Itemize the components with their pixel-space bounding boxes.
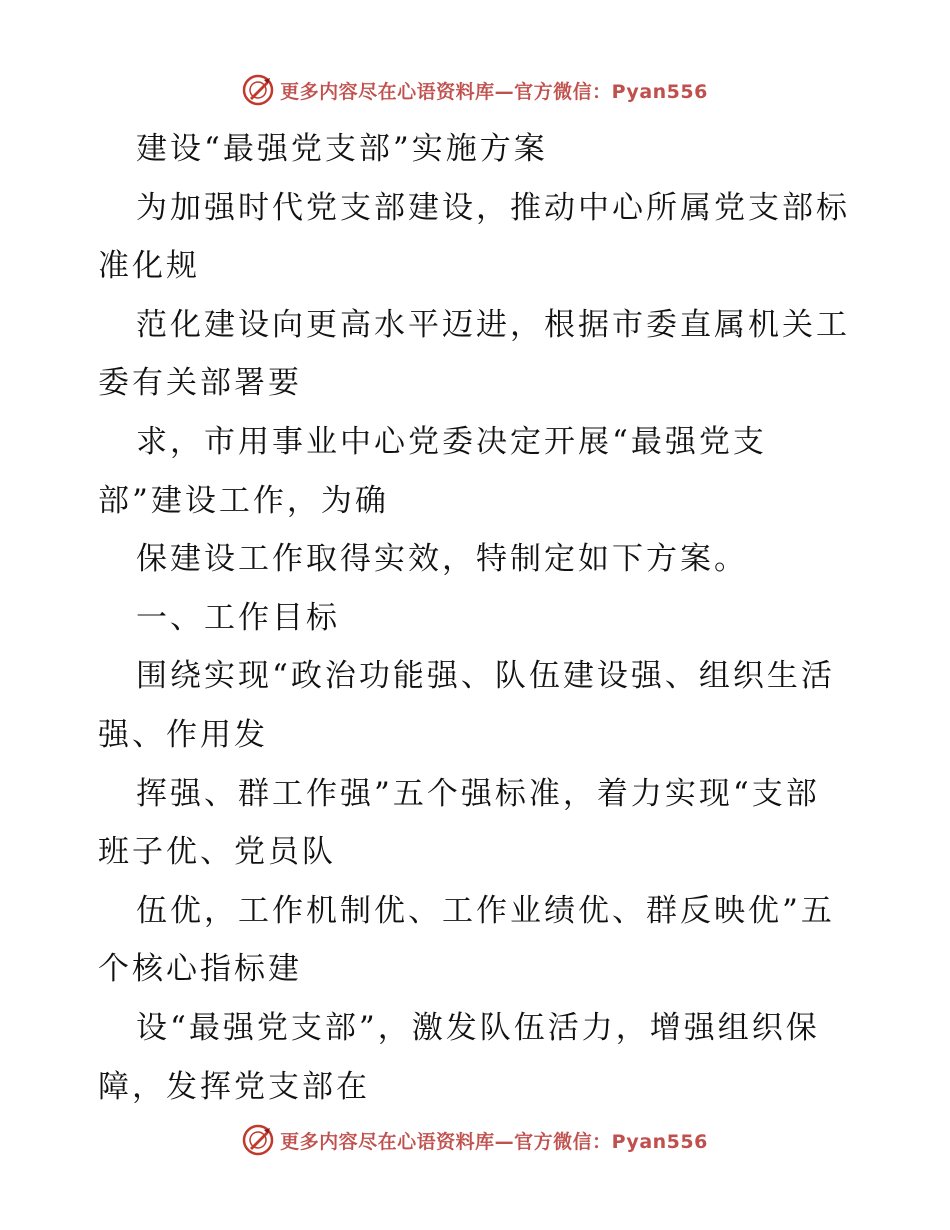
quill-seal-logo-icon (242, 1124, 274, 1156)
text-line: 范化建设向更高水平迈进，根据市委直属机关工 (136, 306, 850, 343)
text-line: 围绕实现“政治功能强、队伍建设强、组织生活 (136, 658, 835, 695)
text-line: 准化规 (98, 248, 200, 285)
text-line: 障，发挥党支部在 (98, 1068, 370, 1105)
text-line: 设“最强党支部”，激发队伍活力，增强组织保 (136, 1009, 820, 1046)
text-line: 强、作用发 (98, 716, 268, 753)
text-line: 建设“最强党支部”实施方案 (136, 131, 548, 167)
text-line: 班子优、党员队 (98, 834, 336, 871)
footer-banner (0, 1120, 950, 1160)
text-line: 伍优，工作机制优、工作业绩优、群反映优”五 (136, 892, 835, 929)
document-body (98, 120, 858, 1116)
text-line: 委有关部署要 (98, 365, 302, 402)
text-line: 为加强时代党支部建设，推动中心所属党支部标 (136, 189, 850, 226)
text-line: 一、工作目标 (136, 599, 340, 636)
text-line: 挥强、群工作强”五个强标准，着力实现“支部 (136, 775, 820, 812)
header-banner (0, 70, 950, 110)
text-line: 保建设工作取得实效，特制定如下方案。 (136, 541, 748, 578)
banner-text: 更多内容尽在心语资料库—官方微信：Pyan556 (280, 1130, 708, 1153)
text-line: 求，市用事业中心党委决定开展“最强党支 (136, 423, 767, 460)
quill-seal-logo-icon (242, 74, 274, 106)
text-line: 个核心指标建 (98, 951, 302, 988)
text-line: 部”建设工作，为确 (98, 482, 389, 519)
banner-text: 更多内容尽在心语资料库—官方微信：Pyan556 (280, 80, 708, 103)
